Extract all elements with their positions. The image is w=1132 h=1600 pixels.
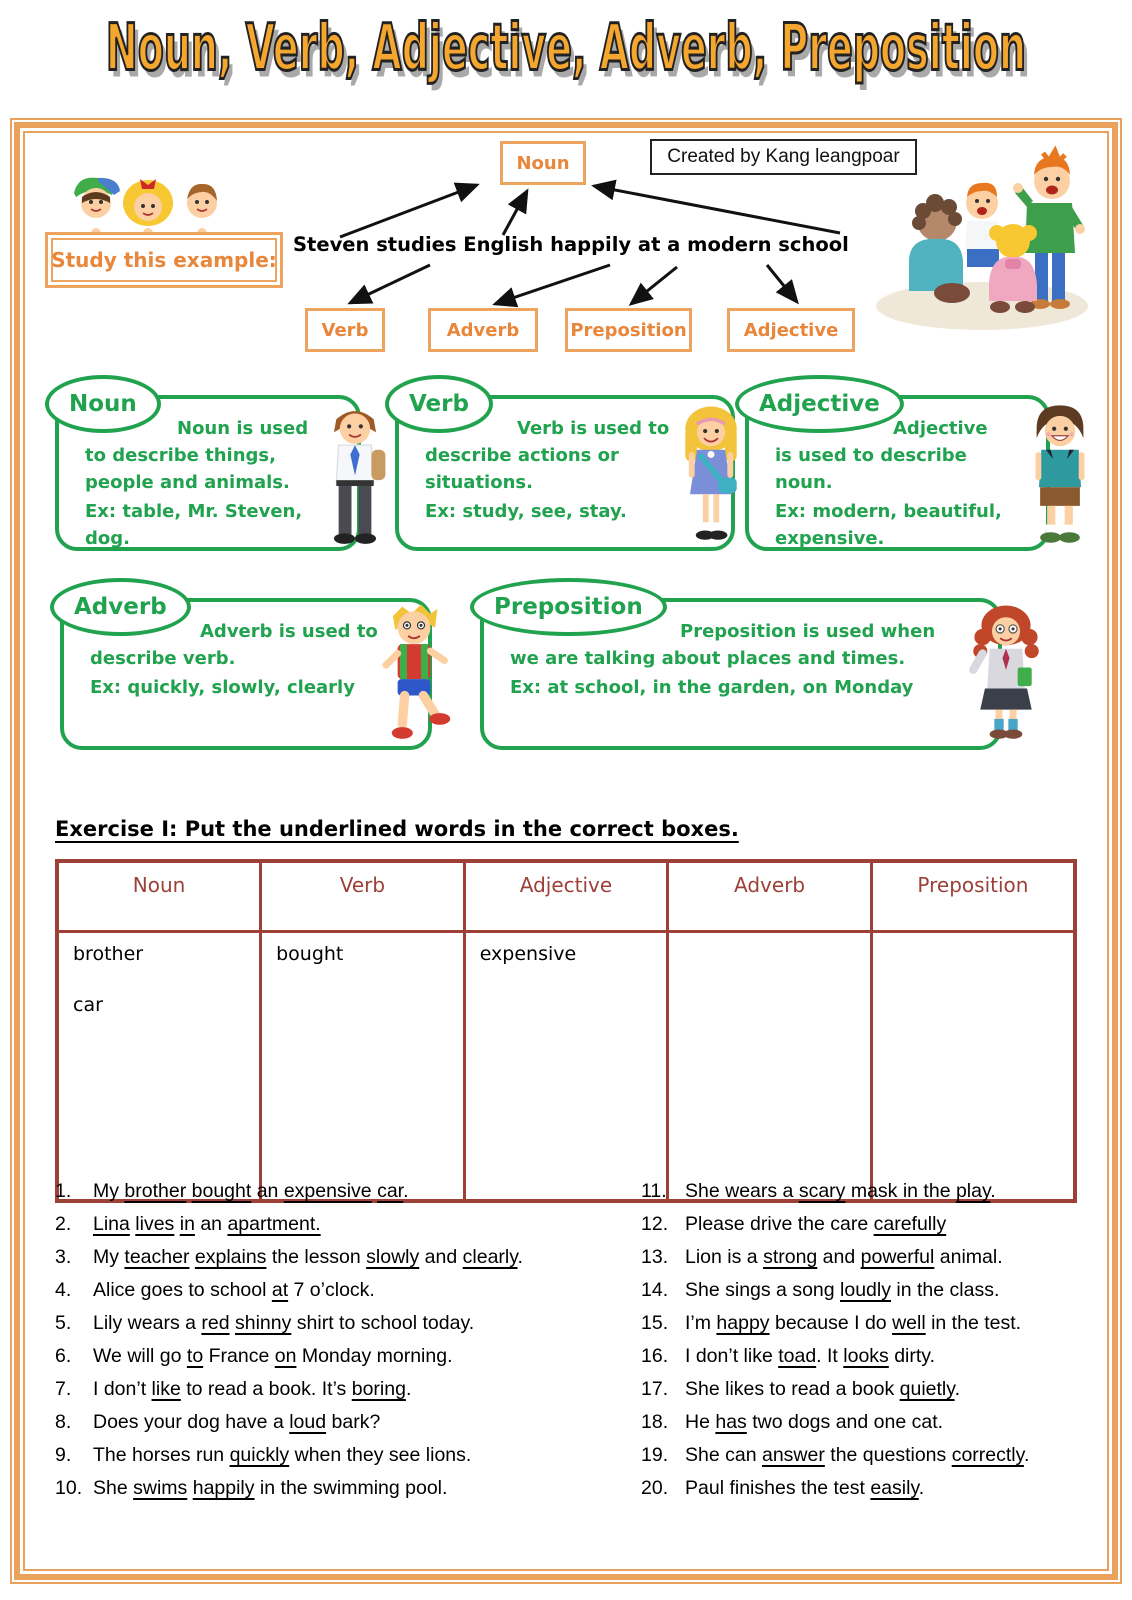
- sentence-number: 9.: [55, 1444, 72, 1466]
- sentence-number: 18.: [641, 1411, 669, 1433]
- sentence-number: 20.: [641, 1477, 669, 1499]
- table-answer-cell: [464, 932, 668, 1202]
- preposition-definition-text: Preposition is used when we are talking about places and times.: [510, 621, 936, 669]
- sentence-number: 3.: [55, 1246, 72, 1268]
- sentence-list-right: [641, 1175, 1101, 1505]
- answer-word: brother: [73, 943, 144, 965]
- table-answer-row: [57, 932, 1075, 1202]
- sentence-number: 2.: [55, 1213, 72, 1235]
- verb-definition-text: Verb is used to describe actions or situations.: [425, 418, 670, 493]
- verb-character-illustration: [671, 403, 751, 555]
- exercise-sentence: [55, 1472, 641, 1505]
- preposition-oval-label: Preposition: [470, 578, 667, 636]
- sentence-number: 5.: [55, 1312, 72, 1334]
- table-header-noun: Noun: [57, 861, 261, 932]
- sentence-number: 10.: [55, 1477, 83, 1499]
- exercise-sentence: [55, 1406, 641, 1439]
- table-header-adjective: Adjective: [464, 861, 668, 932]
- sentence-text: Lily wears a red shinny shirt to school today.: [93, 1312, 475, 1334]
- adverb-character-illustration: [374, 602, 454, 754]
- sentence-number: 8.: [55, 1411, 72, 1433]
- sentence-text: Please drive the care carefully: [685, 1213, 947, 1235]
- sentence-number: 14.: [641, 1279, 669, 1301]
- exercise-sentence: [55, 1307, 641, 1340]
- sentence-text: She sings a song loudly in the class.: [685, 1279, 1000, 1301]
- exercise-sentence: [55, 1241, 641, 1274]
- exercise-sentence: [641, 1274, 1101, 1307]
- exercise-sentence: [55, 1274, 641, 1307]
- table-header-row: [57, 861, 1075, 932]
- verb-definition-box: [395, 391, 735, 551]
- page-border-frame-mid: [14, 122, 1118, 1580]
- table-header-preposition: Preposition: [871, 861, 1075, 932]
- sentence-text: She can answer the questions correctly.: [685, 1444, 1030, 1466]
- adverb-definition-text: Adverb is used to describe verb.: [90, 621, 378, 669]
- sentence-number: 4.: [55, 1279, 72, 1301]
- exercise-sentence: [641, 1175, 1101, 1208]
- exercise-heading: Exercise I: Put the underlined words in the correct boxes.: [55, 817, 739, 841]
- sentence-text: Lina lives in an apartment.: [93, 1213, 321, 1235]
- answer-word: expensive: [479, 943, 577, 965]
- example-sentence: Steven studies English happily at a modern school: [293, 233, 849, 256]
- sentence-text: She wears a scary mask in the play.: [685, 1180, 996, 1202]
- page-title: [0, 10, 1132, 85]
- verb-oval-label: Verb: [385, 375, 493, 433]
- noun-character-illustration: [315, 403, 395, 555]
- exercise-sentence: [55, 1175, 641, 1208]
- diagram-noun-box: Noun: [500, 141, 586, 185]
- sentence-text: Does your dog have a loud bark?: [93, 1411, 381, 1433]
- sentence-text: He has two dogs and one cat.: [685, 1411, 944, 1433]
- exercise-sentences: [55, 1175, 1101, 1505]
- exercise-sentence: [641, 1373, 1101, 1406]
- definitions-row-2: [25, 570, 1107, 770]
- diagram-verb-box: Verb: [305, 308, 385, 352]
- sentence-text: She likes to read a book quietly.: [685, 1378, 960, 1400]
- table-answer-cell: [871, 932, 1075, 1202]
- preposition-definition-box: [480, 594, 1002, 750]
- exercise-sentence: [641, 1340, 1101, 1373]
- table-header-verb: Verb: [261, 861, 465, 932]
- exercise-sentence: [641, 1208, 1101, 1241]
- noun-oval-label: Noun: [45, 375, 161, 433]
- sentence-number: 15.: [641, 1312, 669, 1334]
- sentence-text: The horses run quickly when they see lions.: [93, 1444, 472, 1466]
- table-answer-cell: [668, 932, 872, 1202]
- sentence-number: 6.: [55, 1345, 72, 1367]
- sentence-text: Alice goes to school at 7 o’clock.: [93, 1279, 375, 1301]
- sentence-text: I don’t like toad. It looks dirty.: [685, 1345, 936, 1367]
- adverb-oval-label: Adverb: [50, 578, 191, 636]
- preposition-character-illustration: [966, 602, 1046, 754]
- example-diagram: [25, 133, 1107, 365]
- adjective-example-text: Ex: modern, beautiful, expensive.: [775, 501, 1002, 549]
- credit-label: Created by Kang leangpoar: [650, 139, 917, 175]
- sentence-text: Lion is a strong and powerful animal.: [685, 1246, 1003, 1268]
- noun-example-text: Ex: table, Mr. Steven, dog.: [85, 501, 303, 549]
- sentence-number: 12.: [641, 1213, 669, 1235]
- page-border-frame: [10, 118, 1122, 1584]
- definitions-row-1: [25, 365, 1107, 570]
- verb-example-text: Ex: study, see, stay.: [425, 501, 627, 522]
- worksheet-content: [23, 131, 1109, 1571]
- exercise-sentence: [55, 1373, 641, 1406]
- table-header-adverb: Adverb: [668, 861, 872, 932]
- adjective-oval-label: Adjective: [735, 375, 904, 433]
- diagram-adverb-box: Adverb: [428, 308, 538, 352]
- diagram-adjective-box: Adjective: [727, 308, 855, 352]
- sentence-text: My brother bought an expensive car.: [93, 1180, 409, 1202]
- sentence-number: 17.: [641, 1378, 669, 1400]
- adverb-example-text: Ex: quickly, slowly, clearly: [90, 677, 355, 698]
- study-example-label: Study this example:: [45, 232, 283, 288]
- exercise-sentence: [55, 1340, 641, 1373]
- preposition-example-text: Ex: at school, in the garden, on Monday: [510, 677, 914, 698]
- sentence-text: I’m happy because I do well in the test.: [685, 1312, 1022, 1334]
- sentence-text: I don’t like to read a book. It’s boring.: [93, 1378, 412, 1400]
- sentence-text: She swims happily in the swimming pool.: [93, 1477, 448, 1499]
- noun-definition-text: Noun is used to describe things, people and animals.: [85, 418, 309, 493]
- exercise-sentence: [641, 1307, 1101, 1340]
- sentence-list-left: [55, 1175, 641, 1505]
- sentence-number: 7.: [55, 1378, 72, 1400]
- sentence-text: We will go to France on Monday morning.: [93, 1345, 453, 1367]
- sentence-number: 1.: [55, 1180, 72, 1202]
- table-answer-cell: [57, 932, 261, 1202]
- answer-table-body: [57, 932, 1075, 1202]
- diagram-preposition-box: Preposition: [565, 308, 692, 352]
- adjective-definition-box: [745, 391, 1050, 551]
- exercise-sentence: [641, 1241, 1101, 1274]
- exercise-sentence: [55, 1439, 641, 1472]
- sentence-text: My teacher explains the lesson slowly and clearly.: [93, 1246, 523, 1268]
- answer-word: bought: [276, 943, 344, 965]
- exercise-sentence: [641, 1439, 1101, 1472]
- noun-definition-box: [55, 391, 361, 551]
- sentence-number: 19.: [641, 1444, 669, 1466]
- adjective-definition-text: Adjective is used to describe noun.: [775, 418, 988, 493]
- adverb-definition-box: [60, 594, 432, 750]
- sentence-number: 13.: [641, 1246, 669, 1268]
- exercise-sentence: [55, 1208, 641, 1241]
- table-answer-cell: [261, 932, 465, 1202]
- adjective-character-illustration: [1020, 403, 1100, 555]
- page-title-text: Noun, Verb, Adjective, Adverb, Preposition: [105, 10, 1027, 85]
- sentence-text: Paul finishes the test easily.: [685, 1477, 925, 1499]
- sentence-number: 11.: [641, 1180, 667, 1202]
- answer-table-head: [57, 861, 1075, 932]
- exercise-sentence: [641, 1472, 1101, 1505]
- sentence-number: 16.: [641, 1345, 669, 1367]
- exercise-sentence: [641, 1406, 1101, 1439]
- answer-word: car: [73, 993, 103, 1016]
- answer-table: [55, 859, 1077, 1203]
